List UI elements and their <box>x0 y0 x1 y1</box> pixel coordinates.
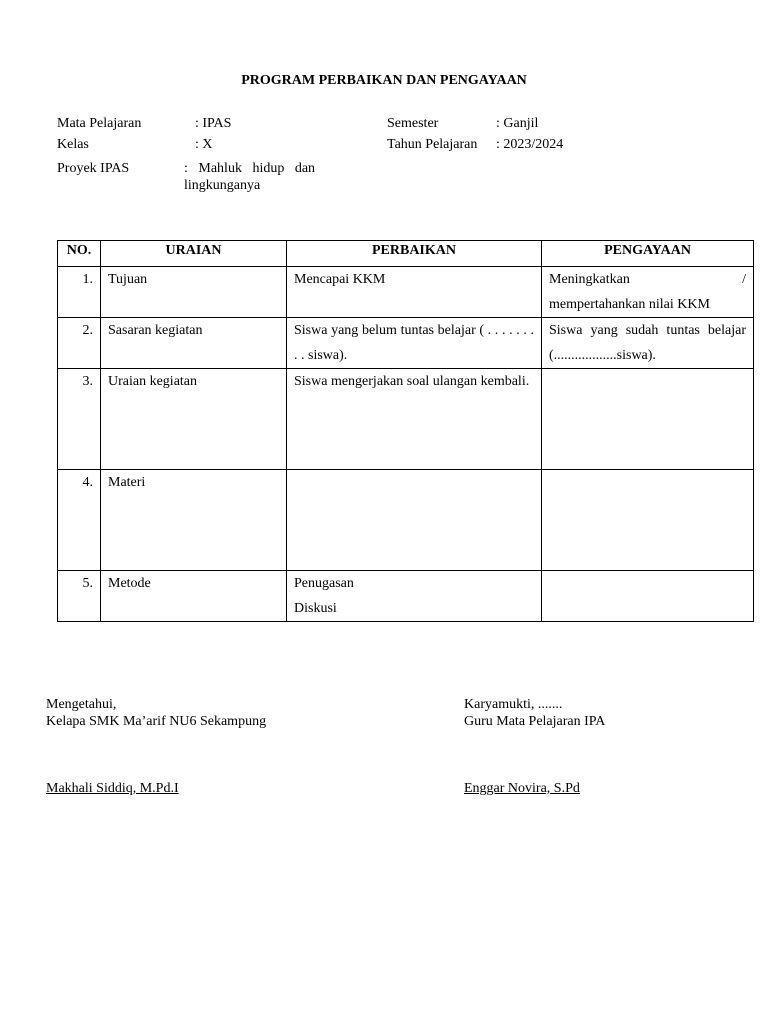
row-perbaikan: Siswa mengerjakan soal ulangan kembali. <box>287 369 542 470</box>
header-no: NO. <box>58 241 101 267</box>
sign-left-line1: Mengetahui, <box>46 697 117 712</box>
table-header-row <box>58 241 754 267</box>
header-perbaikan: PERBAIKAN <box>287 241 542 267</box>
sign-left-line2: Kelapa SMK Ma’arif NU6 Sekampung <box>46 714 267 729</box>
row-perbaikan: Mencapai KKM <box>287 267 542 318</box>
mapel-label: Mata Pelajaran <box>57 116 142 131</box>
row-perbaikan <box>287 571 542 622</box>
row-no: 2. <box>58 318 101 369</box>
kelas-value: : X <box>195 137 213 152</box>
perbaikan-line: Diskusi <box>294 601 337 616</box>
table-row <box>58 571 754 622</box>
row-pengayaan <box>542 470 754 571</box>
header-pengayaan: PENGAYAAN <box>542 241 754 267</box>
proyek-label: Proyek IPAS <box>57 161 130 176</box>
header-uraian: URAIAN <box>101 241 287 267</box>
row-uraian: Sasaran kegiatan <box>101 318 287 369</box>
row-uraian: Metode <box>101 571 287 622</box>
table-row <box>58 267 754 318</box>
kelas-label: Kelas <box>57 137 89 152</box>
semester-label: Semester <box>387 116 439 131</box>
pengayaan-line: mempertahankan nilai KKM <box>549 297 710 312</box>
row-pengayaan <box>542 571 754 622</box>
row-uraian: Tujuan <box>101 267 287 318</box>
sign-right-line1: Karyamukti, ....... <box>464 697 563 712</box>
row-pengayaan: Siswa yang sudah tuntas belajar (..................siswa). <box>542 318 754 369</box>
row-perbaikan: Siswa yang belum tuntas belajar ( . . . . . . . . . siswa). <box>287 318 542 369</box>
proyek-value-line1: : Mahluk hidup dan <box>184 161 316 176</box>
tahun-label: Tahun Pelajaran <box>387 137 478 152</box>
mapel-value: : IPAS <box>195 116 232 131</box>
row-uraian: Uraian kegiatan <box>101 369 287 470</box>
document-title: PROGRAM PERBAIKAN DAN PENGAYAAN <box>241 73 527 88</box>
row-pengayaan <box>542 369 754 470</box>
row-no: 1. <box>58 267 101 318</box>
table-row <box>58 369 754 470</box>
table-row <box>58 318 754 369</box>
row-no: 3. <box>58 369 101 470</box>
sign-left-name: Makhali Siddiq, M.Pd.I <box>46 781 179 796</box>
program-table <box>57 240 754 622</box>
row-pengayaan <box>542 267 754 318</box>
row-no: 5. <box>58 571 101 622</box>
proyek-value-line2: lingkunganya <box>184 178 261 193</box>
sign-right-line2: Guru Mata Pelajaran IPA <box>464 714 606 729</box>
pengayaan-line: Meningkatkan / <box>549 272 746 287</box>
table-row <box>58 470 754 571</box>
sign-right-name: Enggar Novira, S.Pd <box>464 781 580 796</box>
tahun-value: : 2023/2024 <box>496 137 564 152</box>
semester-value: : Ganjil <box>496 116 539 131</box>
row-perbaikan <box>287 470 542 571</box>
row-uraian: Materi <box>101 470 287 571</box>
row-no: 4. <box>58 470 101 571</box>
perbaikan-line: Penugasan <box>294 576 354 591</box>
